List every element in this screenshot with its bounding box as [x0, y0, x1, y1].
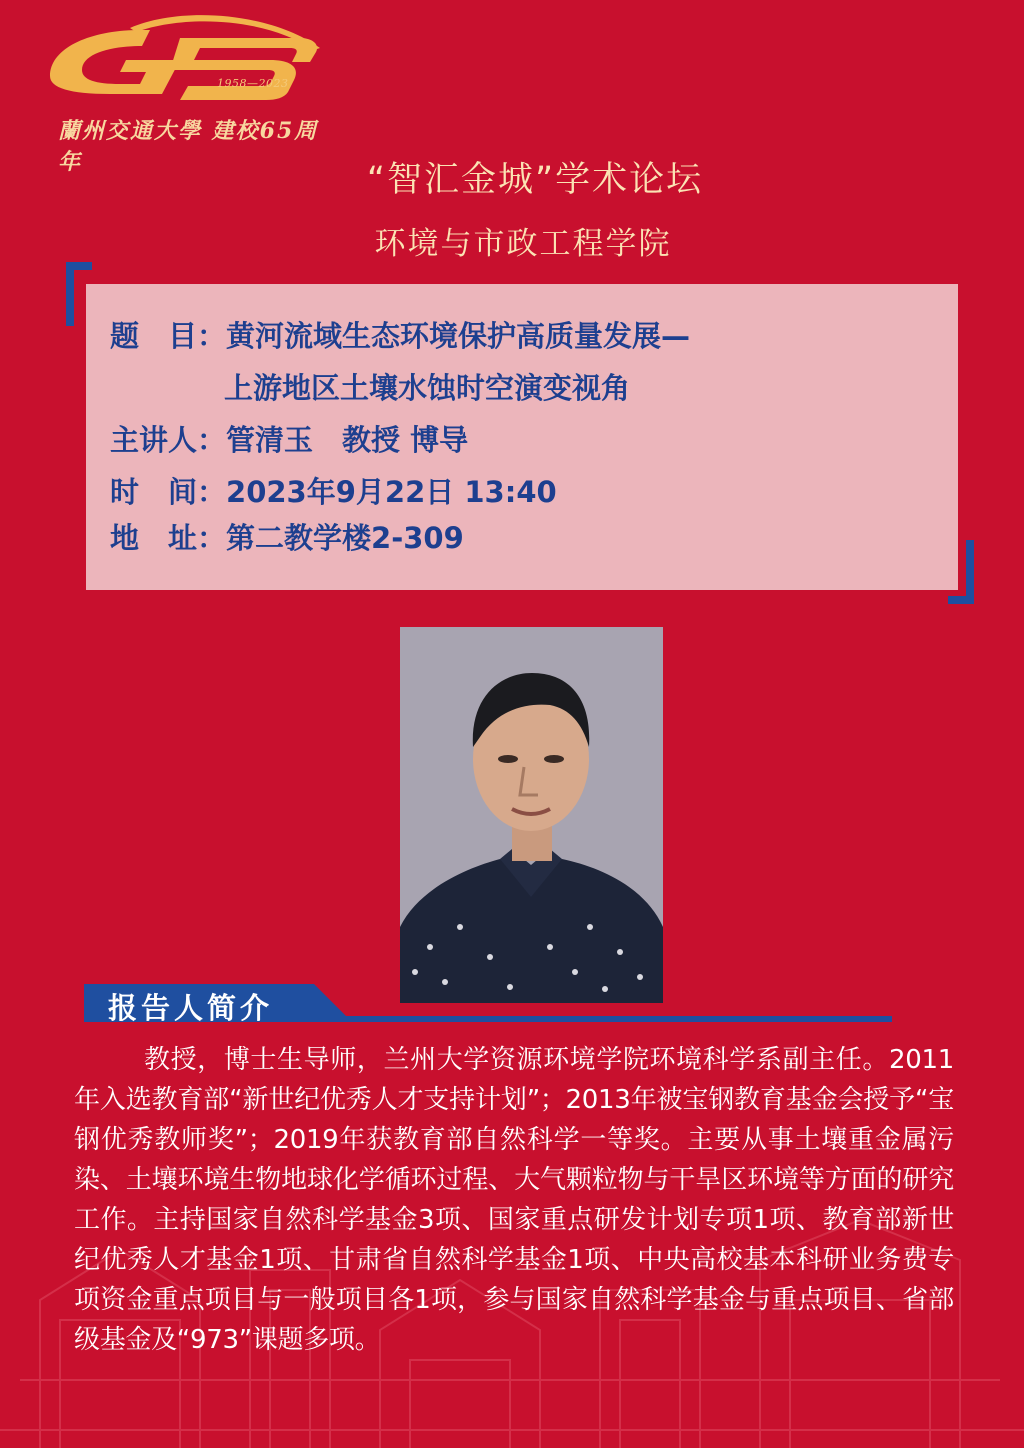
- time-value: 2023年9月22日 13:40: [226, 475, 557, 509]
- university-anniversary-logo: [30, 8, 330, 175]
- time-label: 时 间：: [110, 475, 227, 509]
- logo-years: 1958—2023: [217, 77, 289, 90]
- topic-label: 题 目：: [110, 319, 227, 353]
- topic-row-2: [224, 366, 630, 407]
- logo-65-emblem-icon: [30, 8, 330, 108]
- speaker-bio-text: 教授，博士生导师，兰州大学资源环境学院环境科学系副主任。2011年入选教育部“新世纪优秀人才支持计划”；2013年被宝钢教育基金会授予“宝钢优秀教师奖”；2019年获教育部自然科学一等奖。主要从事土壤重金属污染、土壤环境生物地球化学循环过程、大气颗粒物与干旱区环境等方面的研究工作。主持国家自然科学基金3项、国家重点研发计划专项1项、教育部新世纪优秀人才基金1项、甘肃省自然科学基金1项、中央高校基本科研业务费专项资金重点项目与一般项目各1项，参与国家自然科学基金与重点项目、省部级基金及“973”课题多项。: [74, 1045, 954, 1355]
- corner-bracket-top-left-bar: [66, 262, 92, 270]
- speaker-photo: [400, 627, 663, 1003]
- speaker-label: 主讲人：: [110, 423, 227, 457]
- speaker-portrait-icon: [400, 627, 663, 1003]
- topic-value-line2: 上游地区土壤水蚀时空演变视角: [224, 371, 631, 405]
- department-name: 环境与市政工程学院: [374, 226, 672, 262]
- bio-section-title: 报告人简介: [108, 991, 274, 1025]
- place-label: 地 址：: [110, 521, 227, 555]
- forum-title: “智汇金城”学术论坛: [366, 160, 704, 200]
- place-row: [110, 516, 464, 557]
- bio-section-header: [84, 984, 892, 1026]
- corner-bracket-bottom-right: [966, 540, 974, 604]
- talk-info-box: [86, 284, 958, 590]
- speaker-value: 管清玉 教授 博导: [226, 423, 469, 457]
- logo-caption: 蘭州交通大學 建校65周年: [58, 118, 319, 175]
- corner-bracket-bottom-right-bar: [948, 596, 974, 604]
- topic-row: [110, 314, 690, 355]
- corner-bracket-top-left: [66, 262, 74, 326]
- topic-value-line1: 黄河流域生态环境保护高质量发展—: [226, 319, 691, 353]
- speaker-row: [110, 418, 468, 459]
- time-row: [110, 470, 557, 511]
- place-value: 第二教学楼2-309: [226, 521, 464, 555]
